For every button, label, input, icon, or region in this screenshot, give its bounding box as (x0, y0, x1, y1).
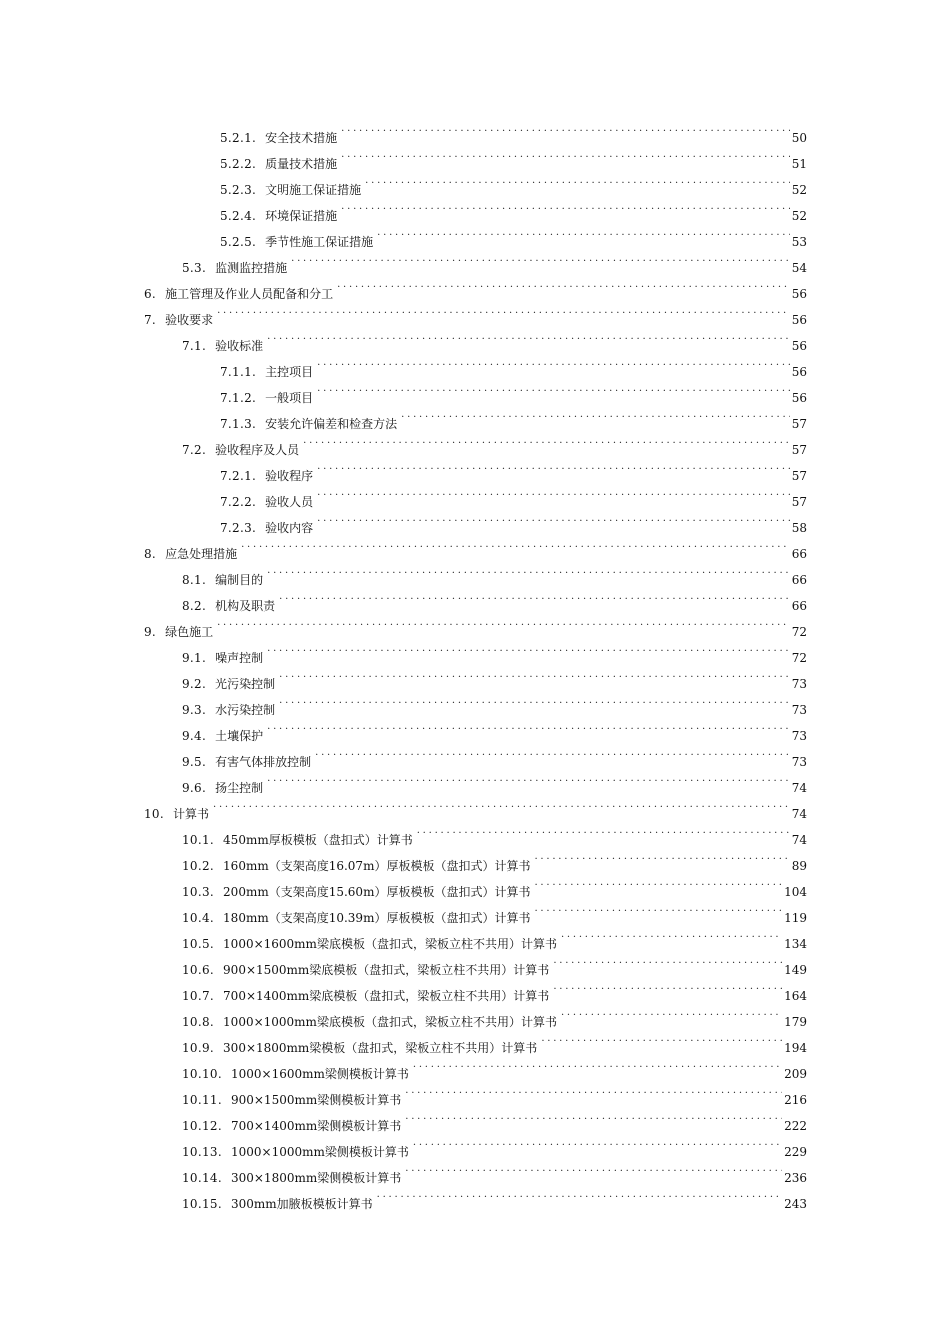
toc-entry-page-number: 56 (791, 339, 807, 353)
toc-entry-title: 450mm厚板模板（盘扣式）计算书 (223, 833, 413, 847)
toc-entry-number: 6. (144, 287, 157, 301)
toc-entry[interactable] (0, 1078, 950, 1107)
toc-dot-leader (317, 480, 790, 506)
toc-dot-leader (413, 1052, 782, 1078)
toc-entry-page-number: 179 (784, 1015, 807, 1029)
toc-entry-title: 1000×1600mm梁侧模板计算书 (230, 1067, 409, 1081)
toc-dot-leader (337, 272, 790, 298)
toc-entry-page-number: 149 (784, 963, 807, 977)
toc-entry[interactable] (0, 402, 950, 431)
toc-entry-page-number: 58 (791, 521, 807, 535)
toc-entry-number: 5.3. (182, 261, 207, 275)
toc-entry-title: 300mm加腋板模板计算书 (230, 1197, 373, 1211)
toc-entry-title: 土壤保护 (215, 729, 264, 743)
toc-entry-number: 5.2.2. (220, 157, 257, 171)
toc-entry-page-number: 57 (791, 443, 807, 457)
toc-dot-leader (317, 376, 790, 402)
toc-entry-title: 监测监控措施 (215, 261, 288, 275)
toc-entry-title: 验收人员 (265, 495, 314, 509)
toc-entry-title: 环境保证措施 (265, 209, 338, 223)
toc-entry-number: 10.8. (182, 1015, 215, 1029)
toc-entry[interactable] (0, 584, 950, 613)
toc-dot-leader (553, 974, 782, 1000)
toc-entry-page-number: 74 (791, 807, 807, 821)
toc-entry-page-number: 56 (791, 313, 807, 327)
toc-entry-number: 5.2.5. (220, 235, 257, 249)
toc-dot-leader (303, 428, 790, 454)
toc-entry-number: 7.2.2. (220, 495, 257, 509)
toc-entry-title: 计算书 (172, 807, 209, 821)
toc-entry[interactable] (0, 714, 950, 743)
toc-dot-leader (417, 818, 790, 844)
toc-dot-leader (365, 168, 790, 194)
toc-entry[interactable] (0, 1052, 950, 1081)
toc-dot-leader (317, 506, 790, 532)
toc-entry[interactable] (0, 610, 950, 639)
toc-entry[interactable] (0, 766, 950, 795)
toc-entry-page-number: 73 (791, 703, 807, 717)
toc-entry-page-number: 243 (784, 1197, 807, 1211)
toc-entry-title: 安全技术措施 (265, 131, 338, 145)
toc-entry-title: 700×1400mm梁底模板（盘扣式，梁板立柱不共用）计算书 (223, 989, 550, 1003)
toc-entry-number: 9.1. (182, 651, 207, 665)
toc-entry-page-number: 56 (791, 391, 807, 405)
toc-entry-page-number: 57 (791, 495, 807, 509)
toc-entry[interactable] (0, 142, 950, 171)
toc-entry-title: 施工管理及作业人员配备和分工 (165, 287, 334, 301)
toc-entry-page-number: 54 (791, 261, 807, 275)
toc-entry-page-number: 119 (784, 911, 807, 925)
toc-entry-title: 绿色施工 (165, 625, 214, 639)
toc-entry-page-number: 56 (791, 365, 807, 379)
toc-entry-title: 质量技术措施 (265, 157, 338, 171)
toc-entry-title: 1000×1000mm梁侧模板计算书 (230, 1145, 409, 1159)
toc-dot-leader (267, 324, 790, 350)
toc-entry-title: 180mm（支架高度10.39m）厚板模板（盘扣式）计算书 (223, 911, 531, 925)
toc-entry[interactable] (0, 116, 950, 145)
toc-dot-leader (291, 246, 790, 272)
toc-entry[interactable] (0, 662, 950, 691)
toc-entry-page-number: 52 (791, 183, 807, 197)
table-of-contents (0, 116, 950, 1211)
toc-entry-title: 机构及职责 (215, 599, 276, 613)
toc-entry-page-number: 73 (791, 755, 807, 769)
toc-entry-number: 10.7. (182, 989, 215, 1003)
toc-entry-page-number: 52 (791, 209, 807, 223)
toc-entry-number: 7.1.2. (220, 391, 257, 405)
toc-entry-title: 一般项目 (265, 391, 314, 405)
toc-entry-page-number: 66 (791, 547, 807, 561)
toc-entry-page-number: 56 (791, 287, 807, 301)
toc-entry[interactable] (0, 428, 950, 457)
toc-entry-number: 7.1.1. (220, 365, 257, 379)
toc-entry-title: 200mm（支架高度15.60m）厚板模板（盘扣式）计算书 (223, 885, 531, 899)
toc-entry-title: 应急处理措施 (165, 547, 238, 561)
toc-entry-number: 8.2. (182, 599, 207, 613)
toc-entry-title: 安装允许偏差和检查方法 (265, 417, 398, 431)
toc-entry[interactable] (0, 844, 950, 873)
toc-entry-number: 10.11. (182, 1093, 222, 1107)
toc-entry-number: 5.2.4. (220, 209, 257, 223)
toc-entry-number: 10.3. (182, 885, 215, 899)
toc-dot-leader (267, 558, 790, 584)
toc-entry-number: 7. (144, 313, 157, 327)
toc-entry-title: 光污染控制 (215, 677, 276, 691)
toc-dot-leader (561, 922, 782, 948)
toc-entry-number: 7.2. (182, 443, 207, 457)
toc-entry[interactable] (0, 636, 950, 665)
toc-entry-number: 7.2.1. (220, 469, 257, 483)
toc-entry[interactable] (0, 350, 950, 379)
toc-entry-title: 文明施工保证措施 (265, 183, 362, 197)
toc-entry-number: 10.12. (182, 1119, 222, 1133)
toc-entry[interactable] (0, 480, 950, 509)
toc-dot-leader (213, 792, 790, 818)
toc-dot-leader (315, 740, 790, 766)
toc-entry-page-number: 57 (791, 417, 807, 431)
toc-entry[interactable] (0, 454, 950, 483)
toc-entry[interactable] (0, 1156, 950, 1185)
toc-entry-title: 900×1500mm梁侧模板计算书 (230, 1093, 402, 1107)
toc-entry-title: 验收程序 (265, 469, 314, 483)
toc-entry-page-number: 51 (791, 157, 807, 171)
toc-dot-leader (241, 532, 790, 558)
toc-dot-leader (413, 1130, 782, 1156)
toc-entry-page-number: 66 (791, 599, 807, 613)
toc-dot-leader (279, 662, 790, 688)
toc-entry-number: 10.10. (182, 1067, 222, 1081)
toc-entry-number: 10.4. (182, 911, 215, 925)
toc-entry-number: 7.2.3. (220, 521, 257, 535)
toc-entry-number: 9.3. (182, 703, 207, 717)
toc-entry-number: 9.6. (182, 781, 207, 795)
toc-entry-title: 验收要求 (165, 313, 214, 327)
toc-dot-leader (267, 766, 790, 792)
toc-entry-title: 噪声控制 (215, 651, 264, 665)
toc-entry-page-number: 57 (791, 469, 807, 483)
toc-entry-number: 10.5. (182, 937, 215, 951)
toc-entry-number: 5.2.3. (220, 183, 257, 197)
toc-dot-leader (377, 220, 790, 246)
toc-entry-title: 编制目的 (215, 573, 264, 587)
toc-entry-number: 10.13. (182, 1145, 222, 1159)
toc-dot-leader (217, 298, 790, 324)
toc-dot-leader (317, 454, 790, 480)
toc-dot-leader (377, 1182, 782, 1208)
toc-entry-page-number: 53 (791, 235, 807, 249)
toc-entry-title: 验收内容 (265, 521, 314, 535)
toc-entry-page-number: 236 (784, 1171, 807, 1185)
toc-entry[interactable] (0, 506, 950, 535)
toc-entry-title: 160mm（支架高度16.07m）厚板模板（盘扣式）计算书 (223, 859, 531, 873)
toc-entry[interactable] (0, 324, 950, 353)
toc-entry[interactable] (0, 1130, 950, 1159)
toc-dot-leader (267, 714, 790, 740)
toc-entry-number: 10.1. (182, 833, 215, 847)
toc-entry-page-number: 164 (784, 989, 807, 1003)
toc-entry-page-number: 72 (791, 651, 807, 665)
toc-entry[interactable] (0, 818, 950, 847)
toc-entry-number: 9.4. (182, 729, 207, 743)
toc-entry[interactable] (0, 194, 950, 223)
toc-dot-leader (267, 636, 790, 662)
toc-dot-leader (341, 142, 790, 168)
toc-dot-leader (405, 1104, 782, 1130)
toc-dot-leader (341, 116, 790, 142)
toc-dot-leader (553, 948, 782, 974)
toc-entry-title: 900×1500mm梁底模板（盘扣式，梁板立柱不共用）计算书 (223, 963, 550, 977)
toc-entry-number: 10.15. (182, 1197, 222, 1211)
toc-entry[interactable] (0, 792, 950, 821)
toc-dot-leader (279, 688, 790, 714)
toc-dot-leader (541, 1026, 782, 1052)
toc-entry-title: 水污染控制 (215, 703, 276, 717)
toc-entry-page-number: 50 (791, 131, 807, 145)
toc-entry[interactable] (0, 272, 950, 301)
toc-entry-title: 有害气体排放控制 (215, 755, 312, 769)
toc-entry-number: 10.2. (182, 859, 215, 873)
toc-entry-page-number: 73 (791, 677, 807, 691)
toc-entry-number: 10.14. (182, 1171, 222, 1185)
toc-entry-title: 季节性施工保证措施 (265, 235, 374, 249)
toc-entry-title: 300×1800mm梁模板（盘扣式，梁板立柱不共用）计算书 (223, 1041, 538, 1055)
toc-entry-number: 10.9. (182, 1041, 215, 1055)
toc-entry[interactable] (0, 246, 950, 275)
toc-entry[interactable] (0, 298, 950, 327)
toc-entry-title: 700×1400mm梁侧模板计算书 (230, 1119, 402, 1133)
toc-entry-page-number: 134 (784, 937, 807, 951)
toc-dot-leader (405, 1078, 782, 1104)
toc-entry-number: 8.1. (182, 573, 207, 587)
toc-entry-number: 9.5. (182, 755, 207, 769)
toc-entry[interactable] (0, 1104, 950, 1133)
toc-dot-leader (534, 896, 782, 922)
toc-entry-page-number: 222 (784, 1119, 807, 1133)
toc-entry-number: 7.1.3. (220, 417, 257, 431)
toc-entry-page-number: 194 (784, 1041, 807, 1055)
toc-dot-leader (405, 1156, 782, 1182)
toc-entry-number: 5.2.1. (220, 131, 257, 145)
toc-entry-page-number: 74 (791, 833, 807, 847)
toc-entry-number: 8. (144, 547, 157, 561)
toc-entry[interactable] (0, 1182, 950, 1211)
toc-entry-title: 验收标准 (215, 339, 264, 353)
toc-entry-number: 10.6. (182, 963, 215, 977)
toc-entry-title: 扬尘控制 (215, 781, 264, 795)
toc-dot-leader (341, 194, 790, 220)
toc-dot-leader (534, 844, 789, 870)
toc-entry[interactable] (0, 376, 950, 405)
toc-entry[interactable] (0, 740, 950, 769)
toc-entry-title: 1000×1000mm梁底模板（盘扣式，梁板立柱不共用）计算书 (223, 1015, 557, 1029)
toc-entry-page-number: 216 (784, 1093, 807, 1107)
toc-entry-number: 10. (144, 807, 164, 821)
toc-entry[interactable] (0, 220, 950, 249)
toc-entry-title: 主控项目 (265, 365, 314, 379)
toc-entry-number: 9. (144, 625, 157, 639)
toc-entry-page-number: 66 (791, 573, 807, 587)
toc-entry-title: 300×1800mm梁侧模板计算书 (230, 1171, 402, 1185)
toc-dot-leader (317, 350, 790, 376)
toc-dot-leader (534, 870, 782, 896)
toc-entry-title: 验收程序及人员 (215, 443, 300, 457)
toc-entry-number: 9.2. (182, 677, 207, 691)
toc-entry-page-number: 104 (784, 885, 807, 899)
toc-entry[interactable] (0, 558, 950, 587)
toc-entry-page-number: 209 (784, 1067, 807, 1081)
toc-entry-page-number: 73 (791, 729, 807, 743)
toc-entry[interactable] (0, 532, 950, 561)
toc-entry-page-number: 229 (784, 1145, 807, 1159)
toc-entry[interactable] (0, 688, 950, 717)
toc-dot-leader (401, 402, 790, 428)
toc-entry-page-number: 89 (791, 859, 807, 873)
toc-entry-page-number: 72 (791, 625, 807, 639)
toc-entry-title: 1000×1600mm梁底模板（盘扣式，梁板立柱不共用）计算书 (223, 937, 557, 951)
toc-entry[interactable] (0, 168, 950, 197)
toc-dot-leader (279, 584, 790, 610)
toc-dot-leader (217, 610, 790, 636)
toc-entry-page-number: 74 (791, 781, 807, 795)
toc-dot-leader (561, 1000, 782, 1026)
toc-entry-number: 7.1. (182, 339, 207, 353)
